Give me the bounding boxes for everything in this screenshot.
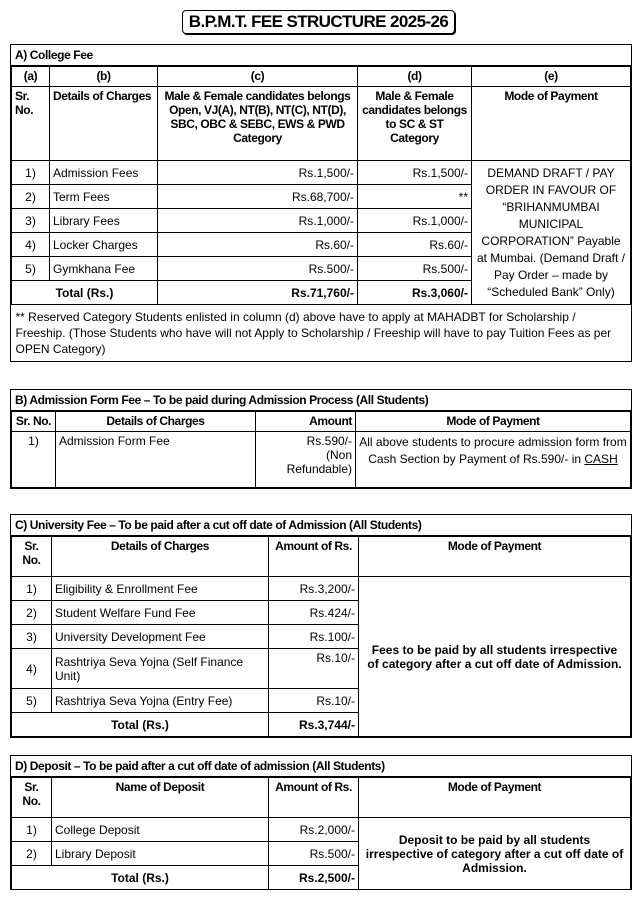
- open-amount: Rs.500/-: [158, 257, 358, 281]
- charge-detail: Eligibility & Enrollment Fee: [52, 577, 269, 601]
- amount: Rs.10/-: [269, 649, 359, 689]
- university-fee-table: [11, 536, 631, 737]
- section-c-heading: C) University Fee – To be paid after a cut off date of Admission (All Students): [11, 515, 631, 536]
- col-header-amount: Amount of Rs.: [269, 537, 359, 577]
- sr-no: 2): [12, 601, 52, 625]
- amount-cell: [256, 432, 356, 488]
- scst-amount: **: [358, 185, 472, 209]
- col-header-sr: Sr. No.: [12, 87, 50, 161]
- sr-no: 1): [12, 161, 50, 185]
- charge-detail: Rashtriya Seva Yojna (Entry Fee): [52, 689, 269, 713]
- total-label: Total (Rs.): [12, 713, 269, 737]
- sr-no: 2): [12, 842, 52, 866]
- charge-detail: Library Fees: [50, 209, 158, 233]
- admission-form-table: [11, 411, 631, 488]
- amount: Rs.100/-: [269, 625, 359, 649]
- col-header-payment: Mode of Payment: [472, 87, 631, 161]
- amount-note: (Non Refundable): [286, 448, 352, 476]
- section-b: [10, 389, 632, 489]
- charge-detail: Admission Form Fee: [56, 432, 256, 488]
- section-b-heading: B) Admission Form Fee – To be paid during Admission Process (All Students): [11, 390, 631, 411]
- scst-amount: Rs.1,500/-: [358, 161, 472, 185]
- total-label: Total (Rs.): [12, 866, 269, 890]
- section-a: [10, 44, 632, 362]
- reserved-note: ** Reserved Category Students enlisted in column (d) above have to apply at MAHADBT for Scholarship / Freeship. (Those Students who have will not Apply to Scholarship / Freeship will have to pay Tuition Fees as per OPEN Category): [15, 310, 612, 356]
- section-c: [10, 514, 632, 738]
- section-a-heading: A) College Fee: [11, 45, 631, 66]
- col-header-amount: Amount of Rs.: [269, 778, 359, 818]
- col-letter: (b): [50, 67, 158, 87]
- sr-no: 3): [12, 625, 52, 649]
- total-amount: Rs.3,744/-: [269, 713, 359, 737]
- amount: Rs.2,000/-: [269, 818, 359, 842]
- note-row: [12, 305, 631, 362]
- scst-amount: Rs.1,000/-: [358, 209, 472, 233]
- sr-no: 4): [12, 649, 52, 689]
- col-letter: (d): [358, 67, 472, 87]
- charge-detail: Student Welfare Fund Fee: [52, 601, 269, 625]
- col-header-payment: Mode of Payment: [359, 537, 631, 577]
- col-header-payment: Mode of Payment: [359, 778, 631, 818]
- payment-mode: [356, 432, 631, 488]
- deposit-table: [11, 777, 631, 890]
- section-d-heading: D) Deposit – To be paid after a cut off date of admission (All Students): [11, 756, 631, 777]
- deposit-name: Library Deposit: [52, 842, 269, 866]
- amount: Rs.10/-: [269, 689, 359, 713]
- col-header-scst: Male & Female candidates belongs to SC & ST Category: [358, 87, 472, 161]
- section-d: [10, 755, 632, 890]
- col-header-details: Details of Charges: [52, 537, 269, 577]
- charge-detail: Gymkhana Fee: [50, 257, 158, 281]
- col-header-details: Details of Charges: [56, 412, 256, 432]
- page-title: B.P.M.T. FEE STRUCTURE 2025-26: [182, 10, 455, 34]
- open-amount: Rs.60/-: [158, 233, 358, 257]
- amount: Rs.500/-: [269, 842, 359, 866]
- sr-no: 1): [12, 577, 52, 601]
- charge-detail: Admission Fees: [50, 161, 158, 185]
- col-letter: (a): [12, 67, 50, 87]
- total-scst: Rs.3,060/-: [358, 281, 472, 305]
- total-amount: Rs.2,500/-: [269, 866, 359, 890]
- amount: Rs.590/-: [306, 434, 352, 448]
- payment-mode: DEMAND DRAFT / PAY ORDER IN FAVOUR OF “BRIHANMUMBAI MUNICIPAL CORPORATION” Payable at Mumbai. (Demand Draft / Pay Order – made by “Scheduled Bank” Only): [472, 161, 631, 305]
- sr-no: 3): [12, 209, 50, 233]
- charge-detail: University Development Fee: [52, 625, 269, 649]
- sr-no: 5): [12, 689, 52, 713]
- payment-mode: Fees to be paid by all students irrespective of category after a cut off date of Admission.: [359, 577, 631, 737]
- open-amount: Rs.68,700/-: [158, 185, 358, 209]
- charge-detail: Term Fees: [50, 185, 158, 209]
- col-letter-row: [12, 67, 631, 87]
- col-header-details: Details of Charges: [50, 87, 158, 161]
- sr-no: 2): [12, 185, 50, 209]
- title-wrap: [0, 10, 637, 34]
- col-header-sr: Sr. No.: [12, 778, 52, 818]
- college-fee-table: [11, 66, 631, 361]
- col-header-payment: Mode of Payment: [356, 412, 631, 432]
- total-label: Total (Rs.): [12, 281, 158, 305]
- charge-detail: Rashtriya Seva Yojna (Self Finance Unit): [52, 649, 269, 689]
- col-header-sr: Sr. No.: [12, 537, 52, 577]
- charge-detail: Locker Charges: [50, 233, 158, 257]
- table-row: [12, 577, 631, 601]
- col-header-amount: Amount: [256, 412, 356, 432]
- total-open: Rs.71,760/-: [158, 281, 358, 305]
- sr-no: 4): [12, 233, 50, 257]
- header-row: [12, 537, 631, 577]
- amount: Rs.424/-: [269, 601, 359, 625]
- sr-no: 5): [12, 257, 50, 281]
- sr-no: 1): [12, 432, 56, 488]
- payment-mode: Deposit to be paid by all students irrespective of category after a cut off date of Admission.: [359, 818, 631, 890]
- table-row: [12, 432, 631, 488]
- col-letter: (c): [158, 67, 358, 87]
- amount: Rs.3,200/-: [269, 577, 359, 601]
- table-row: [12, 818, 631, 842]
- open-amount: Rs.1,500/-: [158, 161, 358, 185]
- header-row: [12, 87, 631, 161]
- payment-cash: CASH: [584, 452, 618, 466]
- header-row: [12, 412, 631, 432]
- header-row: [12, 778, 631, 818]
- deposit-name: College Deposit: [52, 818, 269, 842]
- scst-amount: Rs.500/-: [358, 257, 472, 281]
- payment-mode-text: All above students to procure admission form from Cash Section by Payment of Rs.590/- in: [359, 435, 627, 466]
- col-letter: (e): [472, 67, 631, 87]
- table-row: [12, 161, 631, 185]
- open-amount: Rs.1,000/-: [158, 209, 358, 233]
- col-header-sr: Sr. No.: [12, 412, 56, 432]
- col-header-deposit: Name of Deposit: [52, 778, 269, 818]
- col-header-open: Male & Female candidates belongs Open, VJ(A), NT(B), NT(C), NT(D), SBC, OBC & SEBC, EWS & PWD Category: [158, 87, 358, 161]
- scst-amount: Rs.60/-: [358, 233, 472, 257]
- sr-no: 1): [12, 818, 52, 842]
